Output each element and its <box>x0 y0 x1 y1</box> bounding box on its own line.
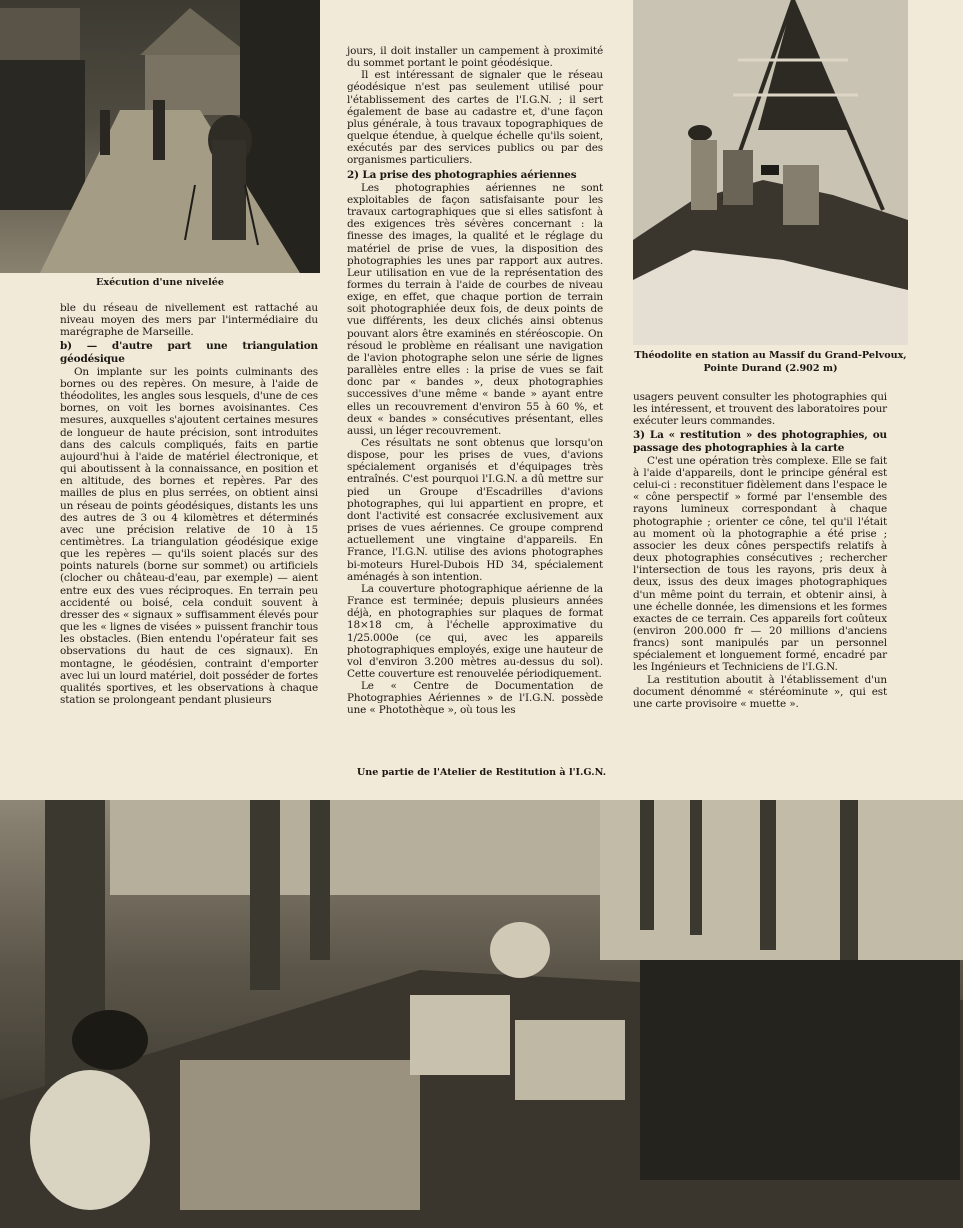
text-column-2 <box>347 45 603 717</box>
col2-para6: Le « Centre de Documentation de Photographies Aériennes » de l'I.G.N. possède une « Photothèque », où tous les <box>347 680 603 717</box>
col2-heading-2: 2) La prise des photographies aériennes <box>347 168 577 181</box>
text-column-3 <box>633 391 887 710</box>
text-column-1 <box>60 302 318 706</box>
col3-para3: La restitution aboutit à l'établissement d'un document dénommé « stéréominute », qui est une carte provisoire « muette ». <box>633 673 887 710</box>
col3-para1: usagers peuvent consulter les photographies qui les intéressent, et trouvent des laboratoires pour exécuter leurs commandes. <box>633 391 887 428</box>
col2-para1: jours, il doit installer un campement à proximité du sommet portant le point géodésique. <box>347 45 603 70</box>
col2-para4: Ces résultats ne sont obtenus que lorsqu'on dispose, pour les prises de vues, d'avions spécialement organisés et d'équipages très entraînés. C'est pourquoi l'I.G.N. a dû mettre sur pied un Groupe d'Escadrilles d'avions photographes, qui lui appartient en propre, et dont l'activité est consacrée exclusivement aux prises de vues aériennes. Ce groupe comprend actuellement une vingtaine d'appareils. En France, l'I.G.N. utilise des avions photographes bi-moteurs Hurel-Dubois HD 34, spécialement aménagés à son intention. <box>347 437 603 583</box>
caption-nivelee: Exécution d'une nivelée <box>96 277 224 288</box>
col2-para2: Il est intéressant de signaler que le réseau géodésique n'est pas seulement utilisé pour l'établissement des cartes de l'I.G.N. ; il sert également de base au cadastre et, d'une façon plus générale, à tous travaux topographiques de quelque étendue, à quelque échelle qu'ils soient, exécutés par des services publics ou par des organismes particuliers. <box>347 69 603 167</box>
col1-heading-b: b) — d'autre part une triangulation géodésique <box>60 340 318 365</box>
caption-theodolite: Théodolite en station au Massif du Grand-Pelvoux, Pointe Durand (2.902 m) <box>634 350 907 374</box>
caption-atelier: Une partie de l'Atelier de Restitution à l'I.G.N. <box>356 767 607 778</box>
col2-para3: Les photographies aériennes ne sont exploitables de façon satisfaisante pour les travaux cartographiques que si elles satisfont à des exigences très sévères concernant : la finesse des images, la qualité et le réglage du matériel de prise de vues, la disposition des photographies les unes par rapport aux autres. Leur utilisation en vue de la représentation des formes du terrain à l'aide de courbes de niveau exige, en effet, que chaque portion de terrain soit photographiée deux fois, de deux points de vue différents, les deux clichés ainsi obtenus pouvant alors être examinés en stéréoscopie. On résoud le problème en réalisant une navigation de l'avion photographe selon une série de lignes parallèles entre elles : la prise de vues se fait donc par « bandes », deux photographies successives d'une même « bande » ayant entre elles un recouvrement d'environ 55 à 60 %, et deux « bandes » consécutives présentant, elles aussi, un léger recouvrement. <box>347 181 603 437</box>
col1-para2: On implante sur les points culminants des bornes ou des repères. On mesure, à l'aide de théodolites, les angles sous lesquels, d'une de ces bornes, on voit les bornes avoisinantes. Ces mesures, auxquelles s'ajoutent certaines mesures de longueur de haute précision, sont introduites dans des calculs compliqués, faits en partie aujourd'hui à l'aide de matériel électronique, et qui aboutissent à la connaissance, en position et en altitude, des bornes et repères. Par des mailles de plus en plus serrées, on obtient ainsi un réseau de points géodésiques, distants les uns des autres de 3 ou 4 kilomètres et déterminés avec une précision relative de 10 à 15 centimètres. La triangulation géodésique exige que les repères — qu'ils soient placés sur des points naturels (borne sur sommet) ou artificiels (clocher ou château-d'eau, par exemple) — aient entre eux des vues réciproques. En terrain peu accidenté ou boisé, cela conduit souvent à dresser des « signaux » suffisamment élevés pour que les « lignes de visées » puissent franchir tous les obstacles. (Bien entendu l'opérateur fait ses observations du haut de ces signaux). En montagne, le géodésien, contraint d'emporter avec lui un lourd matériel, doit posséder de fortes qualités sportives, et les observations à chaque station se prolongeant pendant plusieurs <box>60 365 318 706</box>
col1-para1: ble du réseau de nivellement est rattaché au niveau moyen des mers par l'intermédiaire du marégraphe de Marseille. <box>60 302 318 339</box>
photo-theodolite <box>633 0 908 345</box>
photo-atelier <box>0 800 963 1228</box>
col3-heading-3: 3) La « restitution » des photographies, ou passage des photographies à la carte <box>633 429 887 454</box>
photo-nivelee <box>0 0 320 273</box>
col3-para2: C'est une opération très complexe. Elle se fait à l'aide d'appareils, dont le principe général est celui-ci : reconstituer fidèlement dans l'espace le « cône perspectif » formé par l'ensemble des rayons lumineux correspondant à chaque photographie ; orienter ce cône, tel qu'il l'était au moment où la photographie a été prise ; associer les deux cônes perspectifs relatifs à deux photographies consécutives ; rechercher l'intersection de tous les rayons, pris deux à deux, issus des deux images photographiques d'un même point du terrain, et obtenir ainsi, à une échelle donnée, les dimensions et les formes exactes de ce terrain. Ces appareils fort coûteux (environ 200.000 fr — 20 millions d'anciens francs) sont manipulés par un personnel spécialement et longuement formé, encadré par les Ingénieurs et Techniciens de l'I.G.N. <box>633 454 887 674</box>
col2-para5: La couverture photographique aérienne de la France est terminée; depuis plusieurs années déjà, en photographies sur plaques de format 18×18 cm, à l'échelle approximative du 1/25.000e (ce qui, avec les appareils photographiques employés, exige une hauteur de vol d'environ 3.200 mètres au-dessus du sol). Cette couverture est renouvelée périodiquement. <box>347 582 603 680</box>
